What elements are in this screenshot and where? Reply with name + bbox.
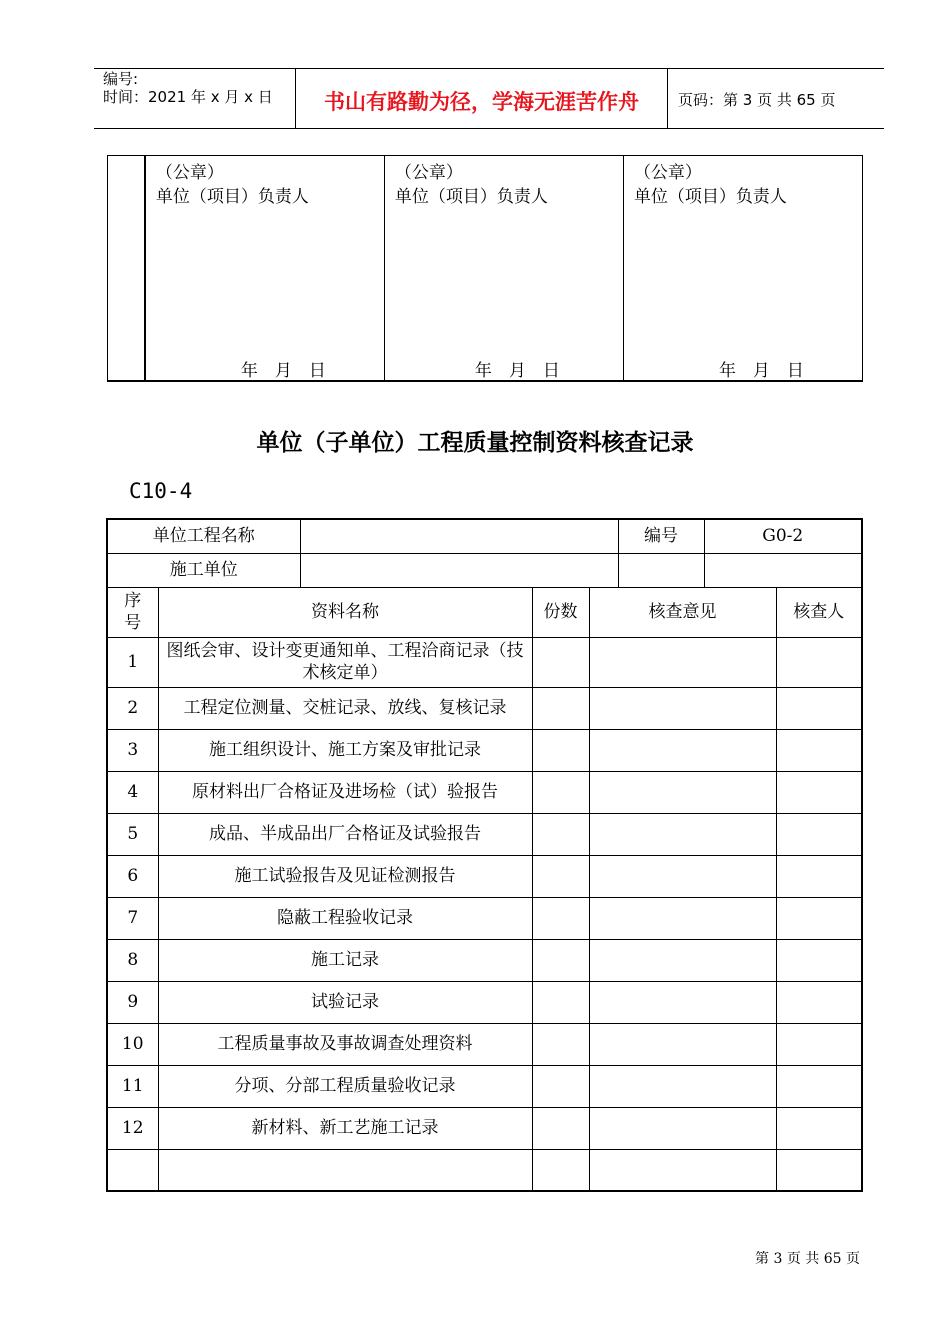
row-copies (532, 897, 589, 939)
row-opinion (589, 1107, 776, 1149)
row-copies (532, 1107, 589, 1149)
project-name-label: 单位工程名称 (107, 519, 300, 553)
header-bottom-rule (94, 128, 884, 129)
row-seq: 7 (107, 897, 158, 939)
column-header-checker: 核查人 (776, 587, 862, 637)
row-name: 施工试验报告及见证检测报告 (158, 855, 532, 897)
row-seq: 12 (107, 1107, 158, 1149)
row-copies (532, 981, 589, 1023)
contractor-label: 施工单位 (107, 553, 300, 587)
row-checker (776, 1107, 862, 1149)
row-checker (776, 939, 862, 981)
footer-page-number: 第 3 页 共 65 页 (755, 1251, 860, 1267)
responsible-label: 单位（项目）负责人 (633, 187, 787, 207)
table-row (107, 1107, 862, 1149)
row-name (158, 1149, 532, 1191)
row-seq: 11 (107, 1065, 158, 1107)
column-header-opinion: 核查意见 (589, 587, 776, 637)
header-divider (667, 68, 668, 129)
table-row (107, 939, 862, 981)
row-copies (532, 687, 589, 729)
blank-cell (618, 553, 704, 587)
table-row (107, 1149, 862, 1191)
row-name: 施工记录 (158, 939, 532, 981)
row-opinion (589, 855, 776, 897)
row-copies (532, 813, 589, 855)
row-checker (776, 637, 862, 687)
row-checker (776, 729, 862, 771)
row-seq: 2 (107, 687, 158, 729)
row-copies (532, 939, 589, 981)
responsible-label: 单位（项目）负责人 (394, 187, 548, 207)
row-name: 图纸会审、设计变更通知单、工程洽商记录（技术核定单） (158, 637, 532, 687)
row-checker (776, 1023, 862, 1065)
row-copies (532, 771, 589, 813)
header-serial: 编号: (103, 70, 139, 88)
row-opinion (589, 981, 776, 1023)
row-copies (532, 637, 589, 687)
quality-control-table (106, 518, 863, 1192)
date-label: 年 月 日 (240, 361, 326, 381)
table-row (107, 1065, 862, 1107)
row-checker (776, 1149, 862, 1191)
row-copies (532, 1149, 589, 1191)
table-row (107, 687, 862, 729)
column-header-seq: 序号 (107, 587, 158, 637)
column-header-name: 资料名称 (158, 587, 532, 637)
table-row (107, 637, 862, 687)
contractor-value (300, 553, 618, 587)
row-name: 工程质量事故及事故调查处理资料 (158, 1023, 532, 1065)
row-copies (532, 1023, 589, 1065)
row-copies (532, 855, 589, 897)
row-opinion (589, 687, 776, 729)
row-opinion (589, 1149, 776, 1191)
row-copies (532, 1065, 589, 1107)
row-checker (776, 1065, 862, 1107)
table-row (107, 771, 862, 813)
seal-label: （公章） (633, 163, 702, 183)
row-seq: 10 (107, 1023, 158, 1065)
row-opinion (589, 1065, 776, 1107)
row-name: 隐蔽工程验收记录 (158, 897, 532, 939)
row-copies (532, 729, 589, 771)
table-row (107, 1023, 862, 1065)
row-name: 分项、分部工程质量验收记录 (158, 1065, 532, 1107)
row-opinion (589, 637, 776, 687)
row-seq (107, 1149, 158, 1191)
table-row (107, 729, 862, 771)
row-seq: 9 (107, 981, 158, 1023)
header-time: 时间：2021 年 x 月 x 日 (103, 88, 273, 106)
signature-spacer (108, 156, 145, 382)
row-opinion (589, 813, 776, 855)
row-checker (776, 897, 862, 939)
row-opinion (589, 729, 776, 771)
row-seq: 5 (107, 813, 158, 855)
blank-cell (704, 553, 862, 587)
row-opinion (589, 939, 776, 981)
signature-cell (623, 156, 862, 382)
responsible-label: 单位（项目）负责人 (155, 187, 309, 207)
row-seq: 6 (107, 855, 158, 897)
row-name: 试验记录 (158, 981, 532, 1023)
row-name: 成品、半成品出厂合格证及试验报告 (158, 813, 532, 855)
row-name: 施工组织设计、施工方案及审批记录 (158, 729, 532, 771)
row-name: 原材料出厂合格证及进场检（试）验报告 (158, 771, 532, 813)
row-checker (776, 813, 862, 855)
row-checker (776, 771, 862, 813)
row-checker (776, 981, 862, 1023)
row-seq: 3 (107, 729, 158, 771)
signature-table (107, 155, 863, 382)
page-title: 单位（子单位）工程质量控制资料核查记录 (256, 430, 694, 456)
row-seq: 1 (107, 637, 158, 687)
date-label: 年 月 日 (718, 361, 804, 381)
seal-label: （公章） (394, 163, 463, 183)
date-label: 年 月 日 (474, 361, 560, 381)
table-row (107, 855, 862, 897)
project-name-value (300, 519, 618, 553)
row-seq: 8 (107, 939, 158, 981)
row-name: 新材料、新工艺施工记录 (158, 1107, 532, 1149)
row-checker (776, 855, 862, 897)
row-opinion (589, 897, 776, 939)
row-opinion (589, 1023, 776, 1065)
row-name: 工程定位测量、交桩记录、放线、复核记录 (158, 687, 532, 729)
table-row (107, 897, 862, 939)
header-top-rule (94, 68, 884, 69)
row-seq: 4 (107, 771, 158, 813)
header-page-number: 页码：第 3 页 共 65 页 (678, 91, 836, 109)
seal-label: （公章） (155, 163, 224, 183)
signature-cell (384, 156, 623, 382)
row-checker (776, 687, 862, 729)
form-code: C10-4 (129, 479, 193, 503)
number-value: G0-2 (704, 519, 862, 553)
table-row (107, 813, 862, 855)
header-motto: 书山有路勤为径，学海无涯苦作舟 (324, 90, 639, 114)
column-header-copies: 份数 (532, 587, 589, 637)
signature-cell (145, 156, 385, 382)
number-label: 编号 (618, 519, 704, 553)
row-opinion (589, 771, 776, 813)
table-row (107, 981, 862, 1023)
